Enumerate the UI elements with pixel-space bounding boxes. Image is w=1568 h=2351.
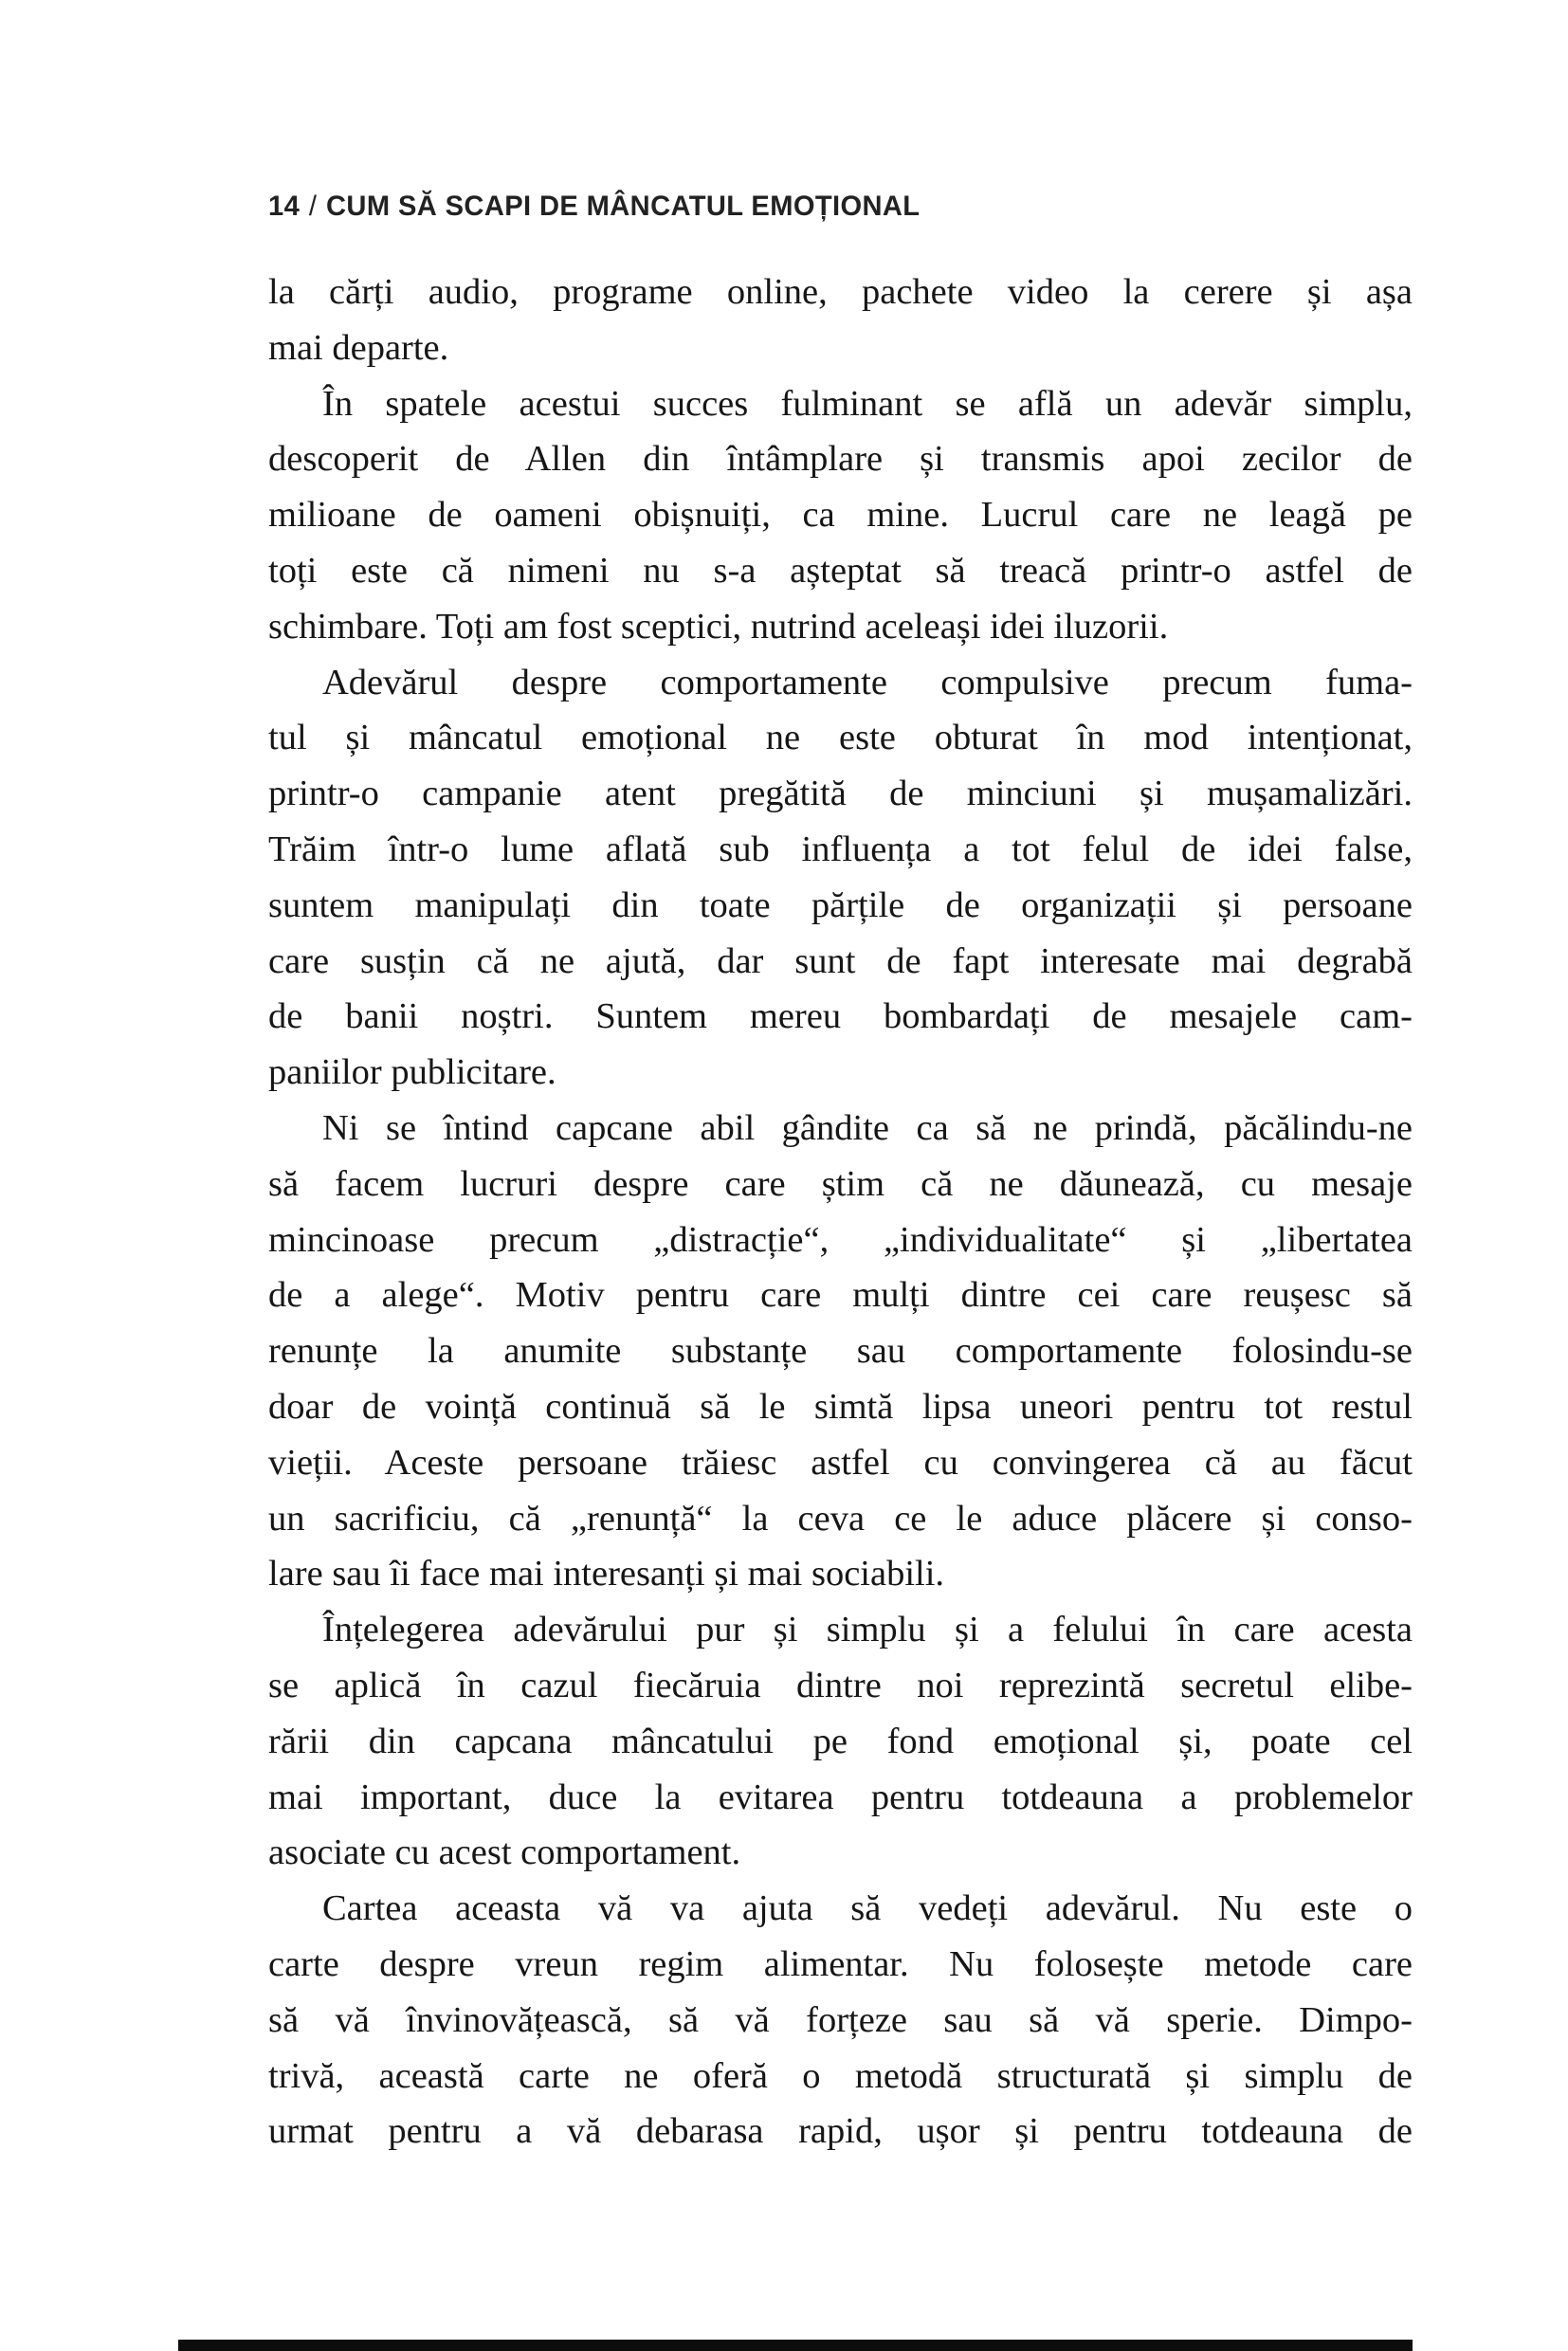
text-line: printr-o campanie atent pregătită de minciuni și mușamalizări. xyxy=(268,774,1413,814)
text-line: de banii noștri. Suntem mereu bombardați de mesajele cam- xyxy=(268,996,1413,1037)
scan-edge-artifact xyxy=(178,2340,1413,2351)
text-line: tul și mâncatul emoțional ne este obturat în mod intenționat, xyxy=(268,718,1413,758)
text-line: urmat pentru a vă debarasa rapid, ușor și pentru totdeauna de xyxy=(268,2111,1413,2152)
text-line: care susțin că ne ajută, dar sunt de fapt interesate mai degrabă xyxy=(268,940,1413,981)
text-line: Ni se întind capcane abil gândite ca să ne prindă, păcălindu-ne xyxy=(322,1107,1413,1148)
text-line: mincinoase precum „distracție“, „individualitate“ și „libertatea xyxy=(268,1219,1413,1260)
text-line: În spatele acestui succes fulminant se află un adevăr simplu, xyxy=(322,383,1413,424)
text-line: Cartea aceasta vă va ajuta să vedeți adevărul. Nu este o xyxy=(322,1888,1413,1929)
running-title: CUM SĂ SCAPI DE MÂNCATUL EMOȚIONAL xyxy=(326,191,921,222)
header-separator: / xyxy=(308,191,318,222)
text-line: milioane de oameni obișnuiți, ca mine. Lucrul care ne leagă pe xyxy=(268,495,1413,536)
text-line: vieții. Aceste persoane trăiesc astfel cu convingerea că au făcut xyxy=(268,1442,1413,1483)
text-line: un sacrificiu, că „renunță“ la ceva ce le aduce plăcere și conso- xyxy=(268,1498,1413,1539)
text-line: suntem manipulați din toate părțile de organizații și persoane xyxy=(268,884,1413,925)
text-line: toți este că nimeni nu s-a așteptat să treacă printr-o astfel de xyxy=(268,550,1413,591)
text-line: mai departe. xyxy=(268,327,449,368)
body-text xyxy=(268,264,1413,2160)
page-header xyxy=(268,191,920,223)
text-line: se aplică în cazul fiecăruia dintre noi reprezintă secretul elibe- xyxy=(268,1665,1413,1705)
text-line: Adevărul despre comportamente compulsive precum fuma- xyxy=(322,662,1413,702)
text-line: descoperit de Allen din întâmplare și transmis apoi zecilor de xyxy=(268,439,1413,480)
text-line: doar de voință continuă să le simtă lipsa uneori pentru tot restul xyxy=(268,1386,1413,1427)
text-line: renunțe la anumite substanțe sau comportamente folosindu-se xyxy=(268,1331,1413,1372)
text-line: la cărți audio, programe online, pachete video la cerere și așa xyxy=(268,272,1413,312)
text-line: carte despre vreun regim alimentar. Nu folosește metode care xyxy=(268,1943,1413,1984)
text-line: mai important, duce la evitarea pentru totdeauna a problemelor xyxy=(268,1777,1413,1817)
text-line: lare sau îi face mai interesanți și mai sociabili. xyxy=(268,1554,945,1595)
text-line: paniilor publicitare. xyxy=(268,1052,556,1093)
text-line: de a alege“. Motiv pentru care mulți dintre cei care reușesc să xyxy=(268,1275,1413,1316)
text-line: rării din capcana mâncatului pe fond emoțional și, poate cel xyxy=(268,1721,1413,1761)
text-line: să facem lucruri despre care știm că ne dăunează, cu mesaje xyxy=(268,1163,1413,1204)
text-line: trivă, această carte ne oferă o metodă structurată și simplu de xyxy=(268,2055,1413,2096)
text-line: Trăim într-o lume aflată sub influența a tot felul de idei false, xyxy=(268,829,1413,869)
text-line: Înțelegerea adevărului pur și simplu și a felului în care acesta xyxy=(322,1610,1413,1650)
page-number: 14 xyxy=(268,191,301,222)
text-line: asociate cu acest comportament. xyxy=(268,1832,741,1873)
text-line: să vă învinovățească, să vă forțeze sau să vă sperie. Dimpo- xyxy=(268,1999,1413,2040)
text-line: schimbare. Toți am fost sceptici, nutrind aceleași idei iluzorii. xyxy=(268,606,1169,647)
